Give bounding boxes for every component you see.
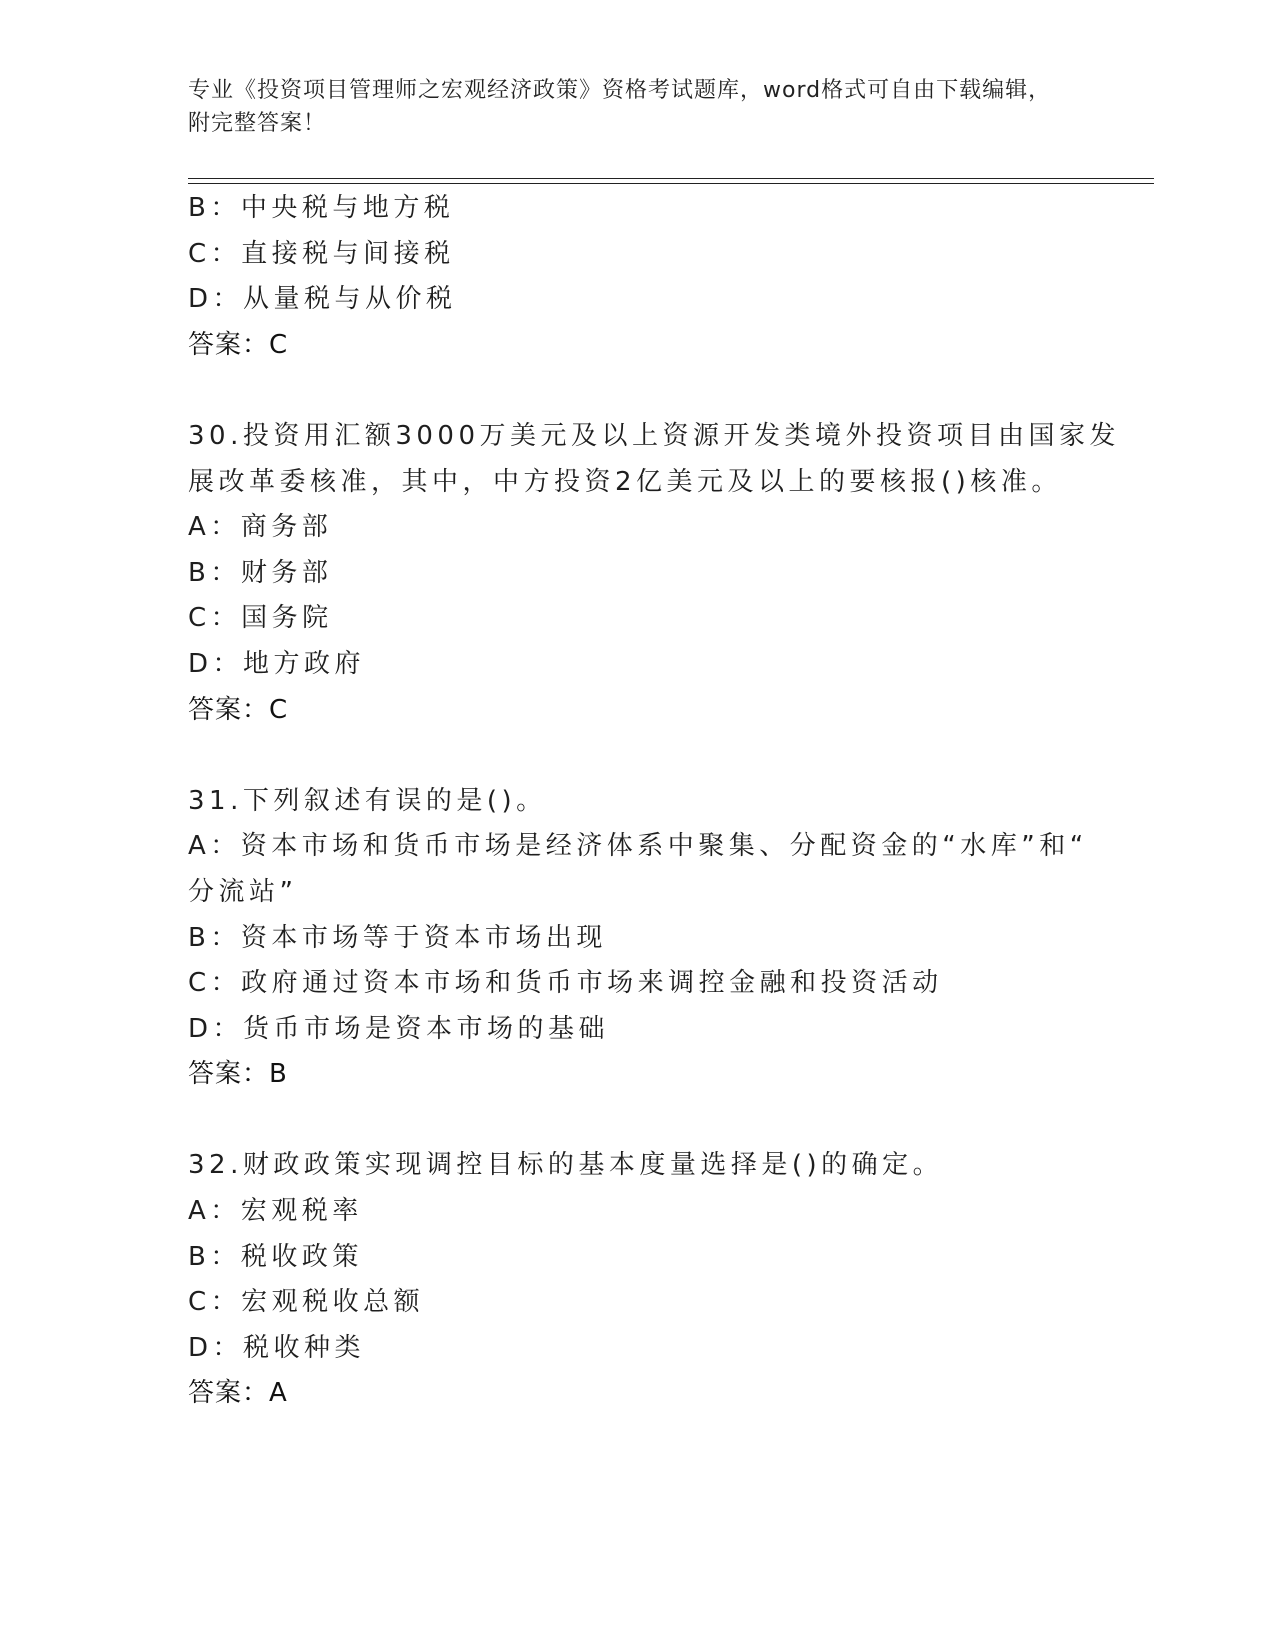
question-29 xyxy=(188,186,1148,368)
question-30 xyxy=(188,414,1148,733)
question-stem: 32.财政政策实现调控目标的基本度量选择是()的确定。 xyxy=(188,1150,944,1181)
option-a: A：宏观税率 xyxy=(188,1196,363,1227)
option-c: C：宏观税收总额 xyxy=(188,1287,425,1318)
answer: 答案：C xyxy=(188,694,289,725)
question-31 xyxy=(188,779,1148,1098)
page-header: 专业《投资项目管理师之宏观经济政策》资格考试题库，word格式可自由下载编辑，附完整答案！ xyxy=(188,78,1052,136)
option-b: B：税收政策 xyxy=(188,1241,363,1272)
option-b: B：中央税与地方税 xyxy=(188,193,455,223)
question-32 xyxy=(188,1143,1148,1417)
option-a: A：商务部 xyxy=(188,512,333,543)
question-stem: 31.下列叙述有误的是()。 xyxy=(188,785,547,816)
option-c: C：政府通过资本市场和货币市场来调控金融和投资活动 xyxy=(188,968,943,999)
question-stem-continued: 展改革委核准，其中，中方投资2亿美元及以上的要核报()核准。 xyxy=(188,466,1062,497)
question-list xyxy=(188,186,1148,1417)
option-d: D：地方政府 xyxy=(188,648,366,679)
option-d: D：货币市场是资本市场的基础 xyxy=(188,1013,610,1044)
answer: 答案：A xyxy=(188,1378,288,1409)
option-d: D：从量税与从价税 xyxy=(188,284,457,315)
option-a: A：资本市场和货币市场是经济体系中聚集、分配资金的“水库”和“ xyxy=(188,831,1088,862)
option-a-continued: 分流站” xyxy=(188,876,298,907)
option-c: C：直接税与间接税 xyxy=(188,238,455,269)
header-rule-top xyxy=(188,178,1154,179)
option-c: C：国务院 xyxy=(188,603,333,634)
option-b: B：财务部 xyxy=(188,557,333,588)
question-stem: 30.投资用汇额3000万美元及以上资源开发类境外投资项目由国家发 xyxy=(188,420,1121,451)
header-rule-bottom xyxy=(188,183,1154,184)
answer: 答案：B xyxy=(188,1059,288,1090)
answer: 答案：C xyxy=(188,329,289,360)
option-d: D：税收种类 xyxy=(188,1332,366,1363)
option-b: B：资本市场等于资本市场出现 xyxy=(188,922,607,953)
